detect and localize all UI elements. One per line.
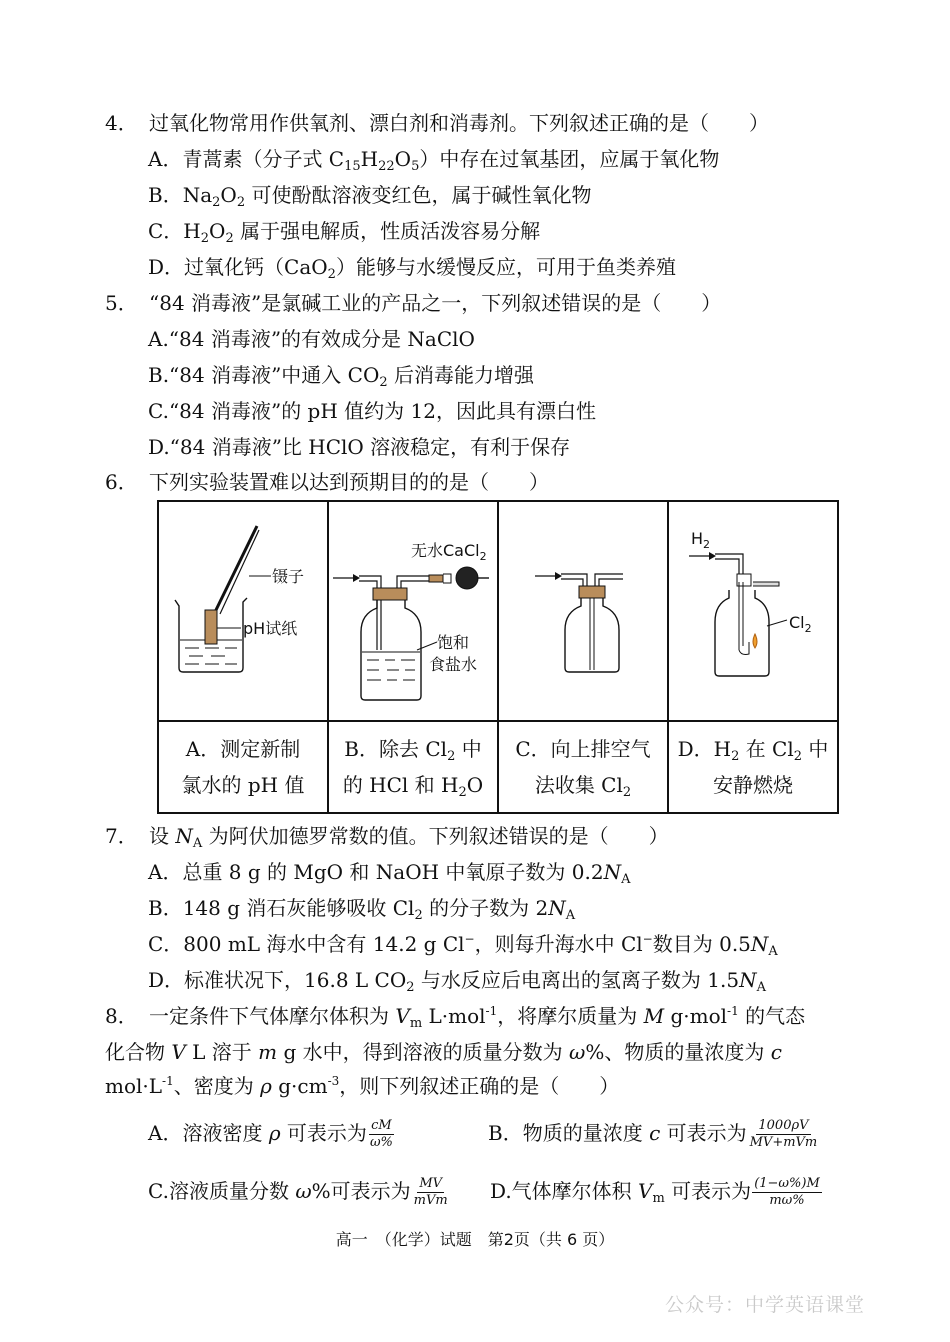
inlet-tube [359,576,381,650]
q5-option-d: D.“84 消毒液”比 HClO 溶液稳定，有利于保存 [148,435,571,459]
combustion-diagram [669,502,837,718]
caption-c: C．向上排空气 法收集 $Cl_2$ [498,721,668,813]
q5-option-a: A.“84 消毒液”的有效成分是 NaClO [148,327,475,351]
q7-option-c: C．800 mL 海水中含有 14.2 g Cl−，则每升海水中 Cl−数目为 $0.5N_A$ [148,932,778,959]
bottle-icon [361,600,421,700]
gas-collection-diagram [499,502,667,718]
q8-option-b: B．物质的量浓度 c 可表示为 $\frac{1000\rho V}{\text{MV+mVm}}$ [488,1118,818,1150]
q8-stem-line-3: $mol\cdot L^{-1}$、密度为 ρ $g\cdot cm^{-3}$，则下列叙述正确的是（ ） [105,1074,620,1098]
q5-option-c: C.“84 消毒液”的 pH 值约为 12，因此具有漂白性 [148,399,596,423]
label-cl2: $Cl_2$ [789,613,812,635]
q7-option-b: B．148 g 消石灰能够吸收 $Cl_2$ 的分子数为 $2N_A$ [148,896,576,923]
q7-stem: 7． 设 $N_A$ 为阿伏加德罗常数的值。下列叙述错误的是（ ） [105,824,669,851]
watermark: 公众号：中学英语课堂 [665,1294,866,1316]
label-cacl2: 无水CaCl$_2$ [411,541,487,563]
apparatus-b-cell [328,501,498,721]
connector-icon [429,575,443,582]
flame-icon [753,634,757,648]
q8-option-d: D.气体摩尔体积 $V_m$ 可表示为 $\frac{(1-\omega\%)M}{m\omega\%}$ [490,1176,820,1208]
q5-stem: 5． “84 消毒液”是氯碱工业的产品之一，下列叙述错误的是（ ） [105,291,722,315]
page-footer: 高一 （化学）试题 第2页（共 6 页） [335,1230,615,1249]
q8-option-c: C.溶液质量分数 ω%可表示为 $\frac{MV}{\text{mVm}}$ [148,1176,448,1208]
beaker-ph-diagram [159,502,327,718]
experiment-table [157,500,839,814]
q6-stem: 6． 下列实验装置难以达到预期目的的是（ ） [105,470,549,494]
caption-d: D．$H_2$ 在 $Cl_2$ 中 安静燃烧 [668,721,838,813]
label-brine-2: 食盐水 [429,655,478,674]
bottle-icon-c [565,598,619,672]
label-brine-1: 饱和 [437,633,470,652]
q8-stem-line-1: 8． 一定条件下气体摩尔体积为 $V_m$ L·mol$^{-1}$，将摩尔质量为 M g·mol$^{-1}$ 的气态 [105,1004,806,1031]
label-ph-paper: pH试纸 [243,619,298,638]
label-h2: $H_2$ [691,529,711,551]
stopper-icon-c [579,586,605,598]
apparatus-c-cell [498,501,668,721]
tweezers-icon [215,526,257,612]
q4-stem: 4． 过氧化物常用作供氧剂、漂白剂和消毒剂。下列叙述正确的是（ ） [105,111,769,135]
caption-b: B．除去 $Cl_2$ 中 的 HCl 和 $H_2O$ [328,721,498,813]
q8-stem-line-2: 化合物 V L 溶于 m g 水中，得到溶液的质量分数为 ω%、物质的量浓度为 c [105,1040,782,1064]
caption-a: A．测定新制 氯水的 pH 值 [158,721,328,813]
q4-option-c: C．$H_2O_2$ 属于强电解质，性质活泼容易分解 [148,219,541,246]
label-tweezers: 镊子 [272,567,305,586]
wash-bottle-diagram [329,502,497,718]
apparatus-d-cell [668,501,838,721]
q7-option-a: A．总重 8 g 的 MgO 和 NaOH 中氧原子数为 $0.2N_A$ [148,860,631,887]
q4-option-d: D．过氧化钙（CaO$_2$）能够与水缓慢反应，可用于鱼类养殖 [148,255,676,282]
stopper-icon [373,588,407,600]
outlet-tube [397,576,429,588]
drying-tube-icon [456,567,478,589]
liquid-hatching [185,648,237,664]
apparatus-a-cell [158,501,328,721]
q7-option-d: D．标准状况下，16.8 L $CO_2$ 与水反应后电离出的氢离子数为 $1.5N_A$ [148,968,766,995]
q8-option-a: A．溶液密度 ρ 可表示为 $\frac{cM}{\omega\%}$ [148,1118,393,1150]
q5-option-b: B.“84 消毒液”中通入 $CO_2$ 后消毒能力增强 [148,363,535,390]
lid-icon [753,582,779,586]
bottle-icon-d [715,590,769,676]
ph-paper-icon [205,610,217,644]
q4-option-b: B．$Na_2O_2$ 可使酚酞溶液变红色，属于碱性氧化物 [148,183,592,210]
q4-option-a: A．青蒿素（分子式 $C_{15}H_{22}O_5$）中存在过氧基团，应属于氧化物 [148,147,720,174]
